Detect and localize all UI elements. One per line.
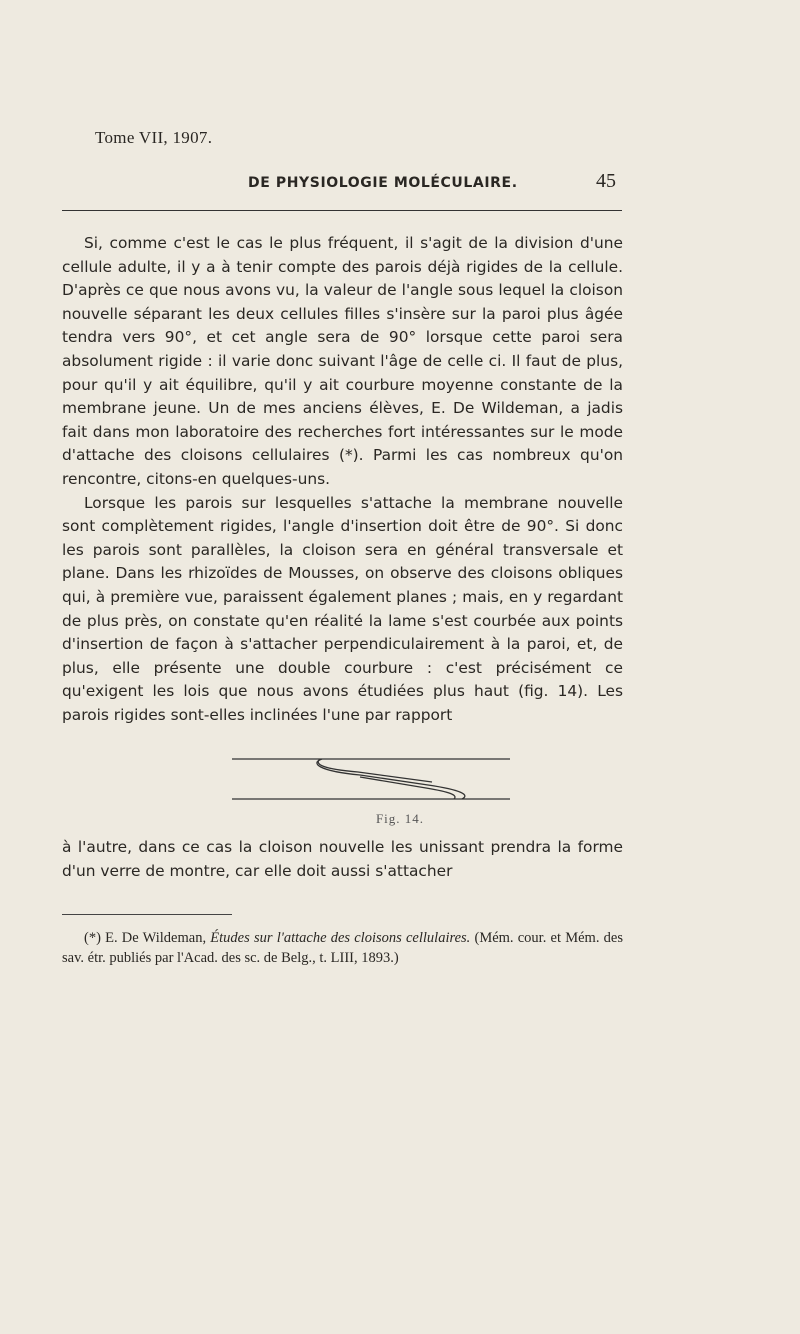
running-head: DE PHYSIOLOGIE MOLÉCULAIRE. [248, 175, 518, 191]
page-number: 45 [596, 170, 616, 192]
footnote-marker: (*) E. De Wildeman, [84, 930, 211, 946]
oblique-partition [317, 759, 465, 799]
figure-caption: Fig. 14. [375, 811, 425, 826]
paragraph: Si, comme c'est le cas le plus fréquent, il s'agit de la division d'une cellule adulte, il y a à tenir compte des parois déjà rigides de la cellule. D'après ce que nous avons vu, la valeur de l'angle sous lequel la cloison nouvelle séparant les deux cellules filles s'insère sur la paroi plus âgée tendra vers 90°, et cet angle sera de 90° lorsque cette paroi sera absolument rigide : il varie donc suivant l'âge de celle ci. Il faut de plus, pour qu'il y ait équilibre, qu'il y ait courbure moyenne constante de la membrane jeune. Un de mes anciens élèves, E. De Wildeman, a jadis fait dans mon laboratoire des recherches fort intéressantes sur le mode d'attache des cloisons cellulaires (*). Parmi les cas nombreux qu'on rencontre, citons-en quelques-uns. [62, 234, 623, 488]
paragraph: Lorsque les parois sur lesquelles s'attache la membrane nouvelle sont complètement rigides, l'angle d'insertion doit être de 90°. Si donc les parois sont parallèles, la cloison sera en général transversale et plane. Dans les rhizoïdes de Mousses, on observe des cloisons obliques qui, à première vue, paraissent également planes ; mais, en y regardant de plus près, on constate qu'en réalité la lame s'est courbée aux points d'insertion de façon à s'attacher perpendiculairement à la paroi, et, de plus, elle présente une double courbure : c'est précisément ce qu'exigent les lois que nous avons étudiées plus haut (fig. 14). Les parois rigides sont-elles inclinées l'une par rapport [62, 493, 623, 724]
volume-label: Tome VII, 1907. [95, 128, 213, 147]
main-text [62, 232, 623, 727]
main-text-continued [62, 836, 623, 883]
paragraph: à l'autre, dans ce cas la cloison nouvelle les unissant prendra la forme d'un verre de montre, car elle doit aussi s'attacher [62, 838, 623, 880]
footnote [62, 928, 623, 968]
header-rule [62, 210, 622, 211]
footnote-title: Études sur l'attache des cloisons cellulaires. [210, 930, 471, 946]
footnote-rule [62, 914, 232, 915]
footnote-reference: (Mém. cour. et Mém. des sav. étr. publiés par l'Acad. des sc. de Belg., t. LIII, 1893.) [62, 930, 623, 966]
figure-14-diagram [200, 755, 556, 805]
